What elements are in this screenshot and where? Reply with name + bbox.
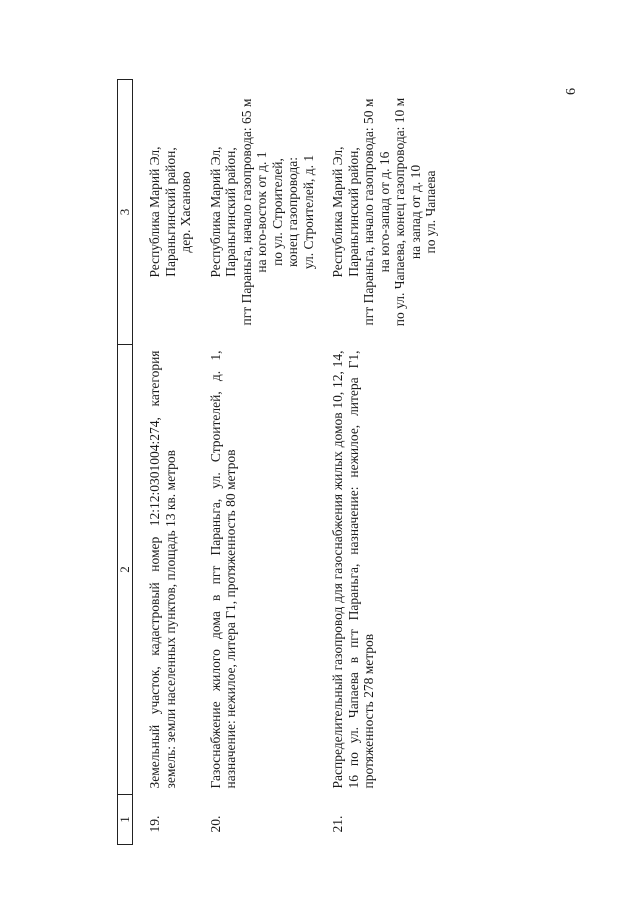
row-number: 19. xyxy=(147,815,162,833)
location-line: Республика Марий Эл, xyxy=(147,146,162,278)
location-line: пгт Параньга, начало газопровода: 65 м xyxy=(238,98,254,326)
location-line: пгт Параньга, начало газопровода: 50 м xyxy=(361,98,376,326)
row-number: 20. xyxy=(207,815,223,833)
page-number: 6 xyxy=(564,88,579,95)
location-line: Параньгинский район, xyxy=(162,147,178,277)
row-number: 21. xyxy=(330,815,345,833)
object-description: Земельный участок, кадастровый номер 12:12:0301004:274, категория земель: земли населенных пунктов, площадь 13 кв. метров xyxy=(147,350,178,789)
location-line: на юго-восток от д. 1 xyxy=(254,151,269,273)
table-row xyxy=(133,80,194,845)
column-header: 3 xyxy=(118,80,133,345)
property-table xyxy=(117,79,439,845)
object-description: Газоснабжение жилого дома в пгт Параньга, ул. Строителей, д. 1, назначение: нежилое, литера Г1, протяженность 80 метров xyxy=(207,350,238,789)
table-header-row xyxy=(118,80,133,845)
location-line: на запад от д. 10 xyxy=(407,164,423,260)
location-line: по ул. Строителей, xyxy=(269,158,285,266)
location-line: на юго-запад от д. 16 xyxy=(376,151,392,273)
column-header: 1 xyxy=(118,795,133,845)
object-description: Распределительный газопровод для газоснабжения жилых домов 10, 12, 14, 16 по ул. Чапаева в пгт Параньга, назначение: нежилое, литера Г1, протяженность 278 метров xyxy=(330,350,376,789)
location-line: по ул. Чапаева, конец газопровода: 10 м xyxy=(392,97,407,327)
location-line: Параньгинский район, xyxy=(223,147,238,277)
location-line: ул. Строителей, д. 1 xyxy=(300,154,316,270)
table-row xyxy=(194,80,317,845)
table-row xyxy=(316,80,439,845)
column-header: 2 xyxy=(118,345,133,795)
object-location xyxy=(316,80,439,345)
location-line: Параньгинский район, xyxy=(345,147,361,277)
object-location xyxy=(194,80,317,345)
location-line: по ул. Чапаева xyxy=(423,170,438,254)
location-line: Республика Марий Эл, xyxy=(330,146,345,278)
location-line: дер. Хасаново xyxy=(178,171,193,253)
location-line: Республика Марий Эл, xyxy=(207,146,223,278)
object-location xyxy=(133,80,194,345)
location-line: конец газопровода: xyxy=(285,157,300,267)
